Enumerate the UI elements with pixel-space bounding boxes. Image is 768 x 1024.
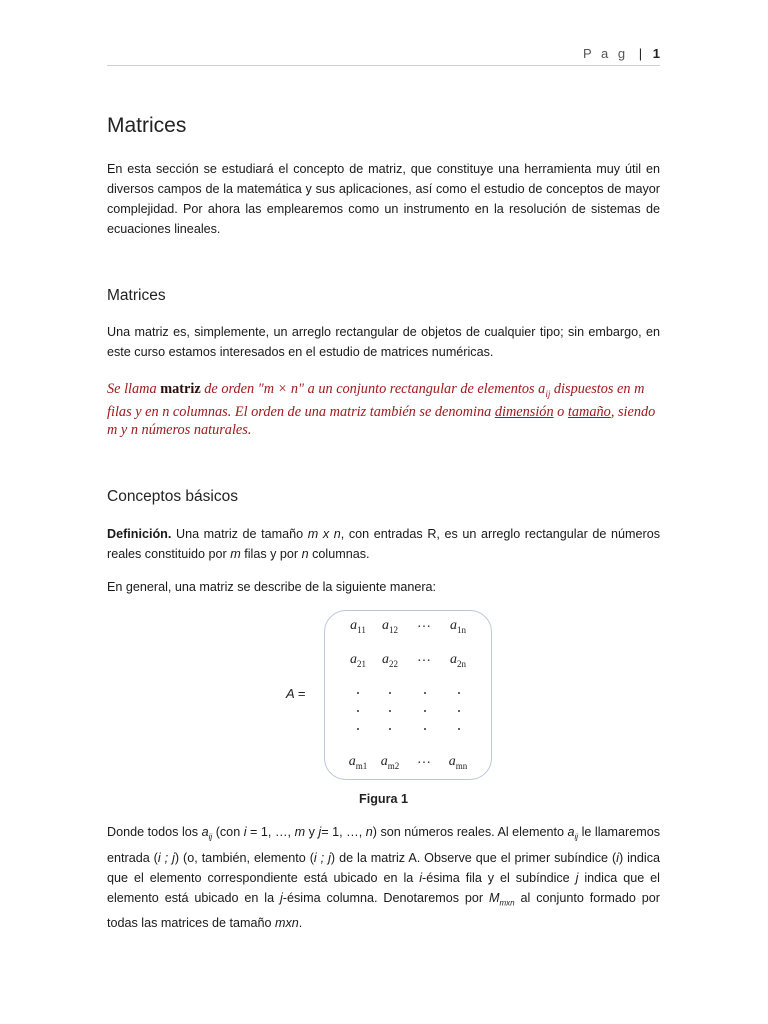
matrix-definition-block	[107, 380, 660, 439]
definicion-m: m	[230, 547, 241, 561]
definicion-block	[107, 524, 660, 564]
matrix-vdot	[357, 710, 359, 712]
figure-caption: Figura 1	[359, 792, 408, 806]
def-text-2: de orden "m × n" a un conjunto rectangular de elementos a	[200, 381, 546, 397]
matrix-cell-r1c1: $a_{11}$	[350, 618, 366, 635]
def-term-matriz: matriz	[160, 381, 201, 397]
definicion-text-4: columnas.	[308, 547, 370, 561]
matrix-cell-r2c2: $a_{22}$	[382, 652, 398, 669]
definicion-label: Definición.	[107, 527, 172, 541]
matrix-vdot	[424, 692, 426, 694]
matrix-vdot	[424, 710, 426, 712]
matrix-cell-r3c2: $a_{m2}$	[380, 754, 400, 771]
general-paragraph: En general, una matriz se describe de la siguiente manera:	[107, 580, 437, 594]
definicion-text-2: , con entradas R, es un arreglo rectangular de números reales constituido por	[107, 527, 660, 561]
matrix-vdot	[389, 692, 391, 694]
matrix-vdot	[357, 728, 359, 730]
matrix-vdot	[389, 710, 391, 712]
definicion-n: n	[301, 547, 309, 561]
intro-block	[107, 159, 660, 239]
def-term-dimension: dimensión	[494, 403, 554, 420]
definicion-mxn: m x n	[307, 527, 341, 541]
matrices-paragraph: Una matriz es, simplemente, un arreglo rectangular de objetos de cualquier tipo; sin embargo, en este curso estamos interesados en el estudio de matrices numéricas.	[107, 325, 660, 359]
general-block	[107, 577, 660, 597]
matrix-cell-r1c3: …	[417, 616, 431, 631]
matrix-cell-r1c4: $a_{1n}$	[450, 618, 466, 635]
def-subscript-ij: ij	[545, 388, 551, 399]
matrix-cell-r3c4: $a_{mn}$	[448, 754, 468, 771]
final-block	[107, 822, 660, 933]
def-term-tamano: tamaño	[567, 403, 611, 420]
matrix-cell-r2c4: $a_{2n}$	[450, 652, 466, 669]
subsection-title-matrices: Matrices	[107, 287, 166, 304]
definicion-text-3: filas y por	[240, 547, 302, 561]
matrix-vdot	[357, 692, 359, 694]
matrix-cell-r1c2: $a_{12}$	[382, 618, 398, 635]
matrix-figure	[280, 610, 510, 780]
matrix-vdot	[424, 728, 426, 730]
def-text-5: , siendo m y n números naturales.	[107, 403, 656, 438]
def-text-1: Se llama	[107, 381, 161, 397]
intro-paragraph: En esta sección se estudiará el concepto de matriz, que constituye una herramienta muy útil en diversos campos de la matemática y sus aplicaciones, así como el estudio de conceptos de mayor complejidad. Por ahora las emplearemos como un instrumento en la resolución de sistemas de ecuaciones lineales.	[107, 162, 660, 236]
matrix-cell-r2c3: …	[417, 650, 431, 665]
matrix-definition-text	[107, 380, 660, 439]
matrix-lhs: A =	[286, 686, 306, 701]
section-title: Matrices	[107, 114, 187, 137]
matrix-vdot	[458, 692, 460, 694]
matrix-vdot	[389, 728, 391, 730]
final-paragraph: Donde todos los $a_{ij}$ (con i = 1, …, m y j= 1, …, n) son números reales. Al elemento $a_{ij}$ le llamaremos entrada (i ; j) (o, también, elemento (i ; j) de la matriz A. Observe que el primer subíndice (i) indica que el elemento correspondiente está ubicado en la i-ésima fila y el subíndice j indica que el elemento está ubicado en la j-ésima columna. Denotaremos por $M_{mxn}$ al conjunto formado por todas las matrices de tamaño mxn.	[107, 825, 661, 931]
matrix-cell-r3c3: …	[417, 752, 431, 767]
subsection-title-conceptos: Conceptos básicos	[107, 488, 238, 505]
header-separator: |	[638, 46, 643, 61]
def-text-4: o	[553, 403, 568, 420]
definicion-paragraph	[107, 524, 660, 564]
matrix-cell-r3c1: $a_{m1}$	[348, 754, 368, 771]
matrix-vdot	[458, 710, 460, 712]
matrices-block	[107, 322, 660, 362]
matrix-cell-r2c1: $a_{21}$	[350, 652, 366, 669]
header-rule	[107, 65, 660, 66]
page-number: 1	[652, 46, 660, 61]
definicion-text-1: Una matriz de tamaño	[171, 527, 308, 541]
matrix-vdot	[458, 728, 460, 730]
def-text-3: dispuestos en m filas y en n columnas. El orden de una matriz también se denomina	[107, 381, 645, 420]
page-label: P a g	[583, 46, 629, 61]
page-header	[583, 46, 660, 61]
